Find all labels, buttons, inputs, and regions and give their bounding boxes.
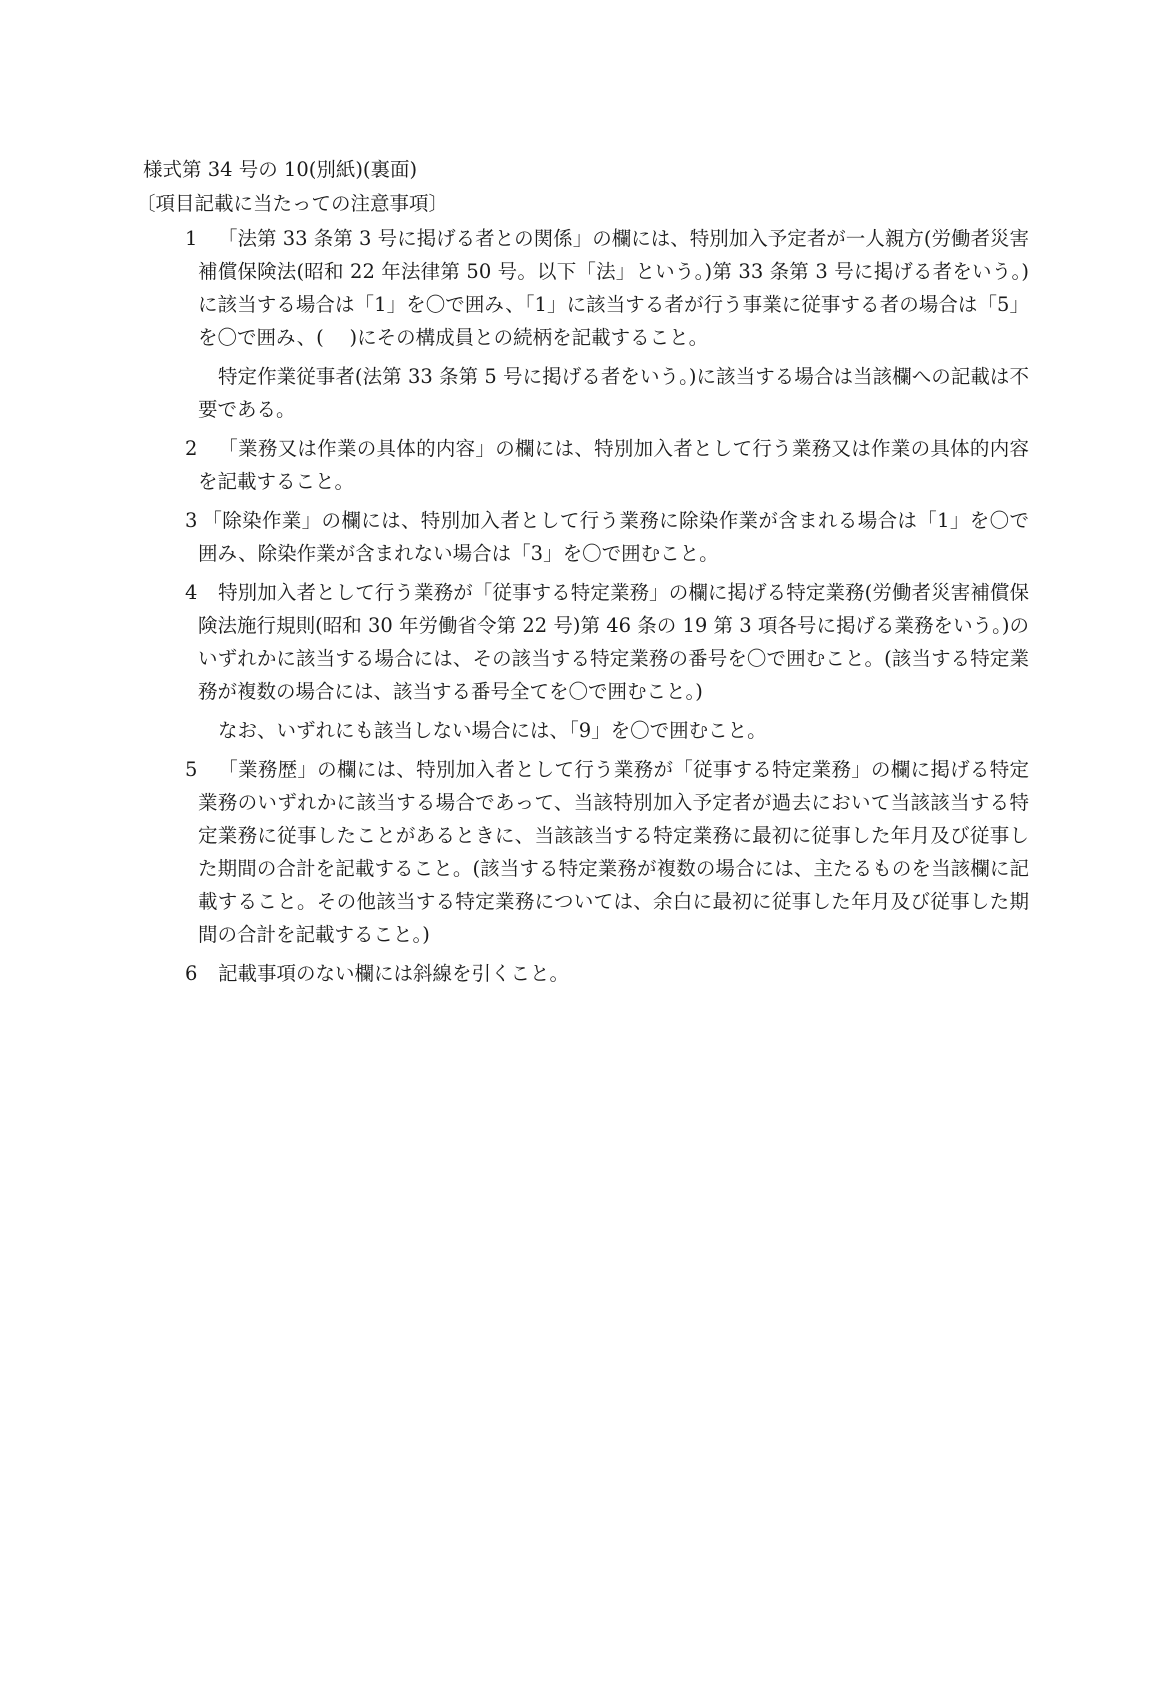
note-text: 「業務又は作業の具体的内容」の欄には、特別加入者として行う業務又は作業の具体的内容を記載すること。: [198, 437, 1029, 493]
note-text: 特別加入者として行う業務が「従事する特定業務」の欄に掲げる特定業務(労働者災害補償保険法施行規則(昭和 30 年労働省令第 22 号)第 46 条の 19 第 3 項各号に掲げる業務をいう。)のいずれかに該当する場合には、その該当する特定業務の番号を〇で囲むこと。(該当する特定業務が複数の場合には、該当する番号全てを〇で囲むこと。): [198, 581, 1029, 703]
note-text: 記載事項のない欄には斜線を引くこと。: [218, 962, 570, 985]
form-identifier: 様式第 34 号の 10(別紙)(裏面): [143, 158, 418, 181]
note-text: 「除染作業」の欄には、特別加入者として行う業務に除染作業が含まれる場合は「1」を〇で囲み、除染作業が含まれない場合は「3」を〇で囲むこと。: [198, 509, 1029, 565]
note-item-1: [187, 222, 1029, 354]
note-number: 4: [185, 581, 198, 604]
note-item-2: [187, 432, 1029, 498]
note-text: 「業務歴」の欄には、特別加入者として行う業務が「従事する特定業務」の欄に掲げる特定業務のいずれかに該当する場合であって、当該特別加入予定者が過去において当該該当する特定業務に従事したことがあるときに、当該該当する特定業務に最初に従事した年月及び従事した期間の合計を記載すること。(該当する特定業務が複数の場合には、主たるものを当該欄に記載すること。その他該当する特定業務については、余白に最初に従事した年月及び従事した期間の合計を記載すること。): [198, 758, 1029, 946]
note-number: 3: [185, 509, 198, 532]
note-subparagraph: なお、いずれにも該当しない場合には、「9」を〇で囲むこと。: [218, 719, 767, 742]
note-item-4: [187, 576, 1029, 708]
note-number: 1: [185, 227, 198, 250]
note-number: 5: [185, 758, 198, 781]
note-item-3: [187, 504, 1029, 570]
note-subparagraph: 特定作業従事者(法第 33 条第 5 号に掲げる者をいう。)に該当する場合は当該欄への記載は不要である。: [198, 365, 1029, 421]
notes-list: [187, 222, 1029, 990]
note-text: 「法第 33 条第 3 号に掲げる者との関係」の欄には、特別加入予定者が一人親方(労働者災害補償保険法(昭和 22 年法律第 50 号。以下「法」という。)第 33 条第 3 号に掲げる者をいう。)に該当する場合は「1」を〇で囲み、「1」に該当する者が行う事業に従事する者の場合は「5」を〇で囲み、( )にその構成員との続柄を記載すること。: [198, 227, 1029, 349]
note-number: 2: [185, 437, 198, 460]
note-item-6: [187, 957, 1029, 990]
note-item-5: [187, 753, 1029, 951]
notes-heading: 〔項目記載に当たっての注意事項〕: [136, 192, 449, 215]
note-number: 6: [185, 962, 198, 985]
